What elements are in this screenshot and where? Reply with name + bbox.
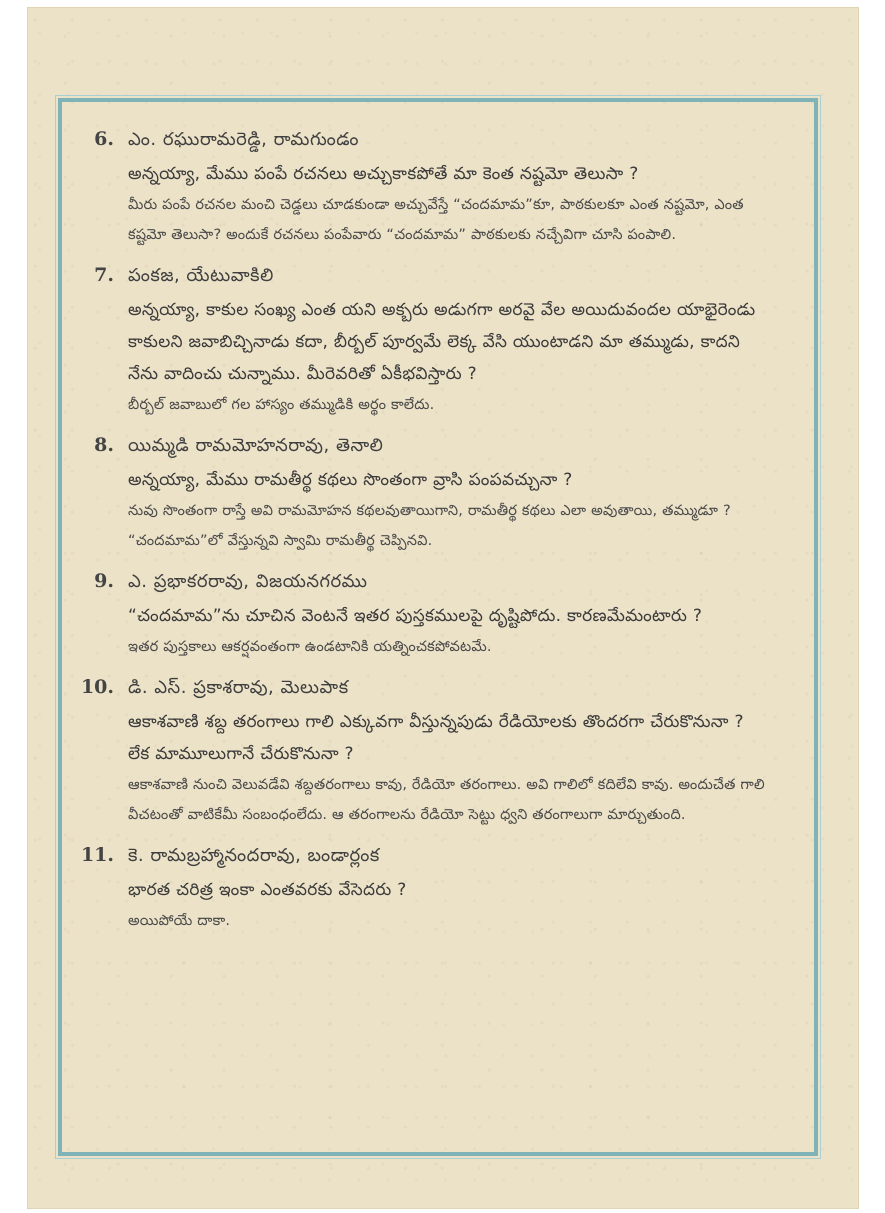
entry-number: 8.: [94, 434, 114, 456]
entry-header: [70, 256, 770, 294]
entry-header: [70, 668, 770, 706]
answer-text: అయిపోయే దాకా.: [128, 913, 231, 929]
qa-entry: [70, 668, 770, 830]
entry-header: [70, 836, 770, 874]
entry-number: 6.: [94, 128, 114, 150]
question-text: అన్నయ్యా, మేము రామతీర్థ కథలు సొంతంగా వ్రాసి పంపవచ్చునా ?: [128, 470, 573, 490]
entry-number: 10.: [80, 676, 114, 698]
sender-name: పంకజ, యేటువాకిలి: [128, 265, 274, 286]
entry-number: 7.: [94, 264, 114, 286]
qa-entry: [70, 426, 770, 556]
entry-header: [70, 426, 770, 464]
entry-header: [70, 562, 770, 600]
entry-header: [70, 120, 770, 158]
entry-number: 9.: [94, 570, 114, 592]
qa-column: [70, 120, 770, 942]
answer-text: నువు సొంతంగా రాస్తే అవి రామమోహన కథలవుతాయిగాని, రామతీర్థ కథలు ఎలా అవుతాయి, తమ్ముడూ ? “చందమామ”లో వేస్తున్నవి స్వామి రామతీర్థ చెప్పినవి.: [128, 503, 731, 549]
qa-entry: [70, 256, 770, 420]
sender-name: యిమ్మడి రామమోహనరావు, తెనాలి: [128, 435, 384, 456]
question-text: అన్నయ్యా, కాకుల సంఖ్య ఎంత యని అక్బరు అడుగగా అరవై వేల అయిదువందల యాభైరెండు కాకులని జవాబిచ్చినాడు కదా, బీర్బల్ పూర్వమే లెక్క వేసి యుంటాడని మా తమ్ముడు, కాదని నేను వాదించు చున్నాము. మీరెవరితో ఏకీభవిస్తారు ?: [128, 300, 756, 384]
answer-text: మీరు పంపే రచనల మంచి చెడ్డలు చూడకుండా అచ్చువేస్తే “చందమామ”కూ, పాఠకులకూ ఎంత నష్టమో, ఎంత కష్టమో తెలుసా? అందుకే రచనలు పంపేవారు “చందమామ” పాఠకులకు నచ్చేవిగా చూసి పంపాలి.: [128, 197, 744, 243]
question-text: ఆకాశవాణి శబ్ద తరంగాలు గాలి ఎక్కువగా వీస్తున్నపుడు రేడియోలకు తొందరగా చేరుకొనునా ? లేక మామూలుగానే చేరుకొనునా ?: [128, 712, 744, 764]
question-text: భారత చరిత్ర ఇంకా ఎంతవరకు వేసెదరు ?: [128, 880, 407, 900]
qa-entry: [70, 836, 770, 936]
sender-name: ఎ. ప్రభాకరరావు, విజయనగరము: [128, 571, 368, 592]
answer-text: ఇతర పుస్తకాలు ఆకర్షవంతంగా ఉండటానికి యత్నించకపోవటమే.: [128, 639, 492, 655]
answer-text: ఆకాశవాణి నుంచి వెలువడేవి శబ్దతరంగాలు కావు, రేడియో తరంగాలు. అవి గాలిలో కదిలేవి కావు. అందుచేత గాలి వీచటంతో వాటికేమీ సంబంధంలేదు. ఆ తరంగాలను రేడియో సెట్టు ధ్వని తరంగాలుగా మార్చుతుంది.: [128, 777, 765, 823]
answer-text: బీర్బల్ జవాబులో గల హాస్యం తమ్ముడికి అర్థం కాలేదు.: [128, 397, 435, 413]
qa-entry: [70, 562, 770, 662]
question-text: అన్నయ్యా, మేము పంపే రచనలు అచ్చుకాకపోతే మా కెంత నష్టమో తెలుసా ?: [128, 164, 639, 184]
sender-name: ఎం. రఘురామరెడ్డి, రామగుండం: [128, 129, 359, 150]
entry-number: 11.: [80, 844, 114, 866]
question-text: “చందమామ”ను చూచిన వెంటనే ఇతర పుస్తకములపై దృష్టిపోదు. కారణమేమంటారు ?: [128, 606, 703, 626]
sender-name: డి. ఎస్. ప్రకాశరావు, మెలుపాక: [128, 677, 349, 698]
sender-name: కె. రామబ్రహ్మానందరావు, బండార్లంక: [128, 845, 380, 866]
qa-entry: [70, 120, 770, 250]
